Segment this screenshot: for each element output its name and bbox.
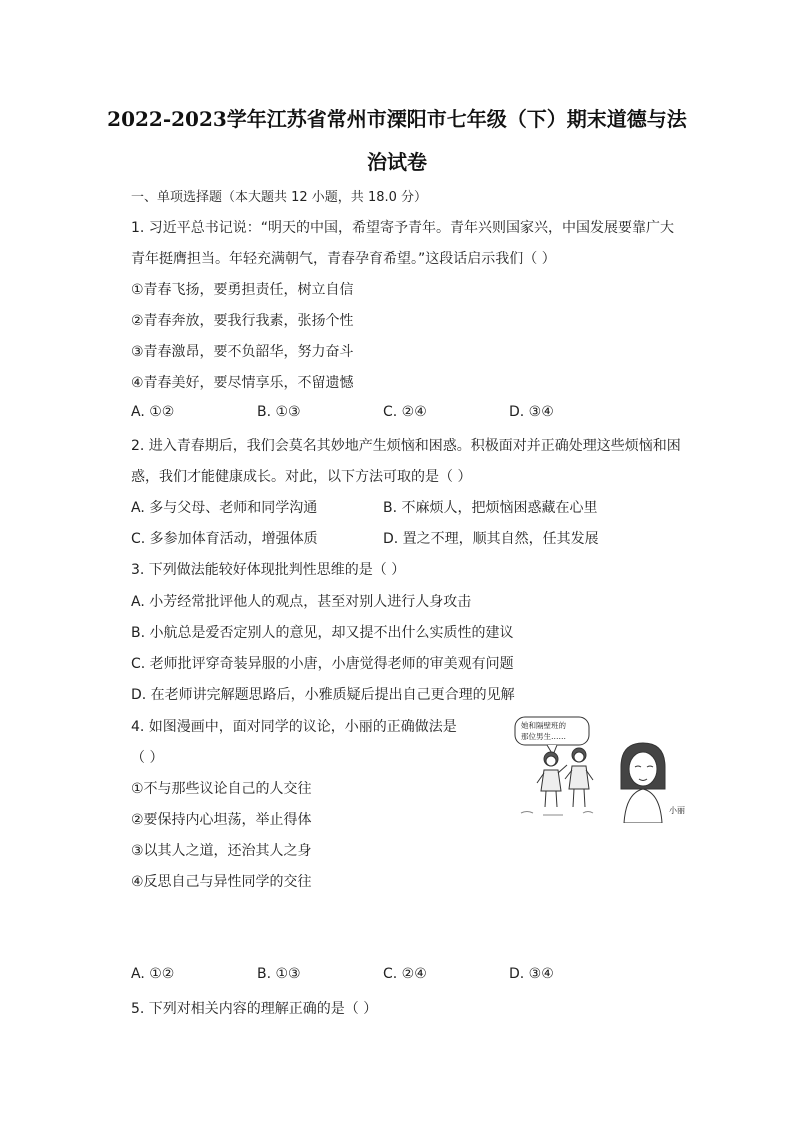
q4-option-c: C. ②④ — [383, 966, 427, 982]
q2-stem-1: 2. 进入青春期后，我们会莫名其妙地产生烦恼和困惑。积极面对并正确处理这些烦恼和困 — [131, 438, 681, 454]
q1-stem-2: 青年挺膺担当。年轻充满朝气，青春孕育希望。”这段话启示我们（ ） — [131, 251, 556, 267]
q4-item-4: ④反思自己与异性同学的交往 — [131, 874, 312, 890]
title-line-2: 治试卷 — [367, 150, 427, 174]
q4-stem-2: （ ） — [131, 750, 164, 766]
q4-stem-1: 4. 如图漫画中，面对同学的议论，小丽的正确做法是 — [131, 719, 457, 735]
cartoon-illustration — [513, 715, 689, 823]
q1-option-d: D. ③④ — [509, 404, 554, 420]
q1-item-2: ②青春奔放，要我行我素，张扬个性 — [131, 313, 354, 329]
title-line-1: 2022-2023学年江苏省常州市溧阳市七年级（下）期末道德与法 — [107, 107, 687, 131]
q5-stem: 5. 下列对相关内容的理解正确的是（ ） — [131, 1001, 378, 1017]
q4-option-a: A. ①② — [131, 966, 175, 982]
xiaoli-figure — [621, 743, 665, 823]
q2-option-a: A. 多与父母、老师和同学沟通 — [131, 500, 318, 516]
q2-option-d: D. 置之不理，顺其自然，任其发展 — [383, 531, 599, 547]
q1-option-b: B. ①③ — [257, 404, 301, 420]
q3-option-c: C. 老师批评穿奇装异服的小唐，小唐觉得老师的审美观有问题 — [131, 656, 514, 672]
q1-stem-1: 1. 习近平总书记说：“明天的中国，希望寄予青年。青年兴则国家兴，中国发展要靠广大 — [131, 220, 675, 236]
xiaoli-label: 小丽 — [669, 806, 685, 815]
q4-option-d: D. ③④ — [509, 966, 554, 982]
bubble-text-2: 那位男生…… — [521, 732, 566, 741]
q3-option-d: D. 在老师讲完解题思路后，小雅质疑后提出自己更合理的见解 — [131, 687, 515, 703]
gossiping-girl-right — [565, 748, 593, 807]
section-heading: 一、单项选择题（本大题共 12 小题，共 18.0 分） — [131, 190, 428, 205]
q4-item-2: ②要保持内心坦荡，举止得体 — [131, 812, 312, 828]
q1-option-a: A. ①② — [131, 404, 175, 420]
q1-item-4: ④青春美好，要尽情享乐，不留遗憾 — [131, 375, 354, 391]
q4-option-b: B. ①③ — [257, 966, 301, 982]
q1-item-1: ①青春飞扬，要勇担责任，树立自信 — [131, 282, 354, 298]
q3-stem: 3. 下列做法能较好体现批判性思维的是（ ） — [131, 562, 406, 578]
q3-option-b: B. 小航总是爱否定别人的意见，却又提不出什么实质性的建议 — [131, 625, 514, 641]
q2-option-c: C. 多参加体育活动，增强体质 — [131, 531, 318, 547]
q4-item-1: ①不与那些议论自己的人交往 — [131, 781, 312, 797]
gossiping-girl-left — [537, 752, 567, 807]
q1-item-3: ③青春激昂，要不负韶华，努力奋斗 — [131, 344, 354, 360]
q3-option-a: A. 小芳经常批评他人的观点，甚至对别人进行人身攻击 — [131, 594, 472, 610]
q2-stem-2: 惑，我们才能健康成长。对此，以下方法可取的是（ ） — [131, 469, 472, 485]
q2-option-b: B. 不麻烦人，把烦恼困惑藏在心里 — [383, 500, 598, 516]
q1-option-c: C. ②④ — [383, 404, 427, 420]
bubble-text-1: 她和隔壁班的 — [521, 721, 566, 730]
q4-item-3: ③以其人之道，还治其人之身 — [131, 843, 312, 859]
